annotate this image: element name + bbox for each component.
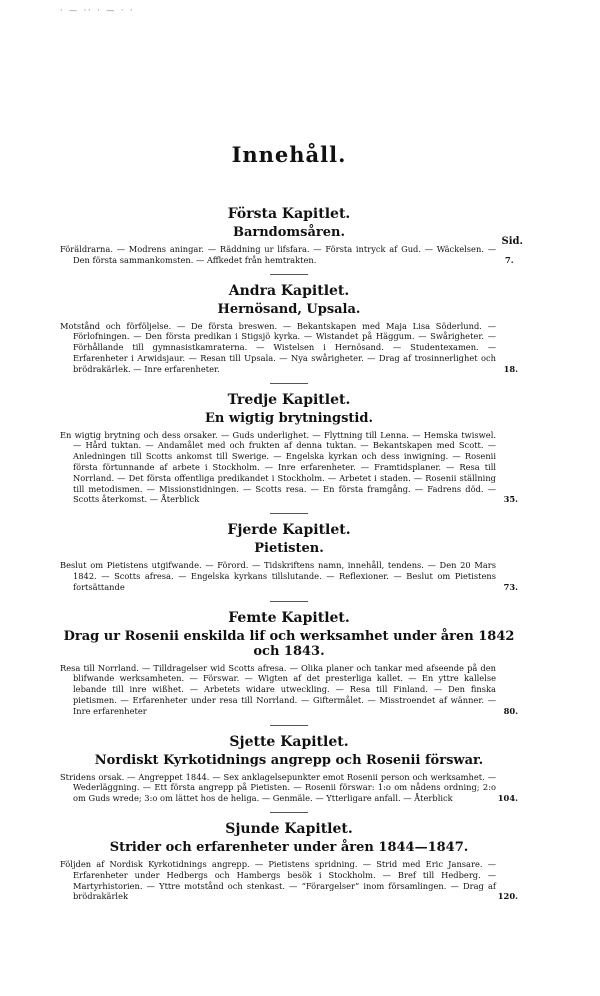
chapter-entry (60, 610, 518, 717)
chapter-subtitle: Nordiskt Kyrkotidnings angrepp och Rosenii förswar. (94, 752, 484, 768)
chapter-description-text: Stridens orsak. — Angreppet 1844. — Sex anklagelsepunkter emot Rosenii person och werksamhet. — Wederläggning. — Ett första angrepp på Pietisten. — Rosenii förswar: 1:o om nådens ordning; 2:o om Guds wrede; 3:o om lättet hos de heliga. — Genmäle. — Ytterligare anfall. — Återblick (60, 771, 496, 804)
chapter-heading: Sjette Kapitlet. (229, 733, 349, 750)
page-title: Innehåll. (231, 142, 347, 167)
divider (270, 601, 308, 602)
chapter-description (60, 430, 518, 506)
chapter-subtitle: Pietisten. (254, 541, 324, 557)
chapter-page-number: 104. (497, 793, 518, 804)
divider (270, 274, 308, 275)
chapter-description (60, 772, 518, 804)
chapter-page-number: 80. (503, 705, 518, 716)
chapter-entry (60, 522, 518, 592)
chapter-description: Föräldrarna. — Modrens aningar. — Räddning ur lifsfara. — Första intryck af Gud. — Wäckelsen. — Den första sammankomsten. — Affkedet från hemtrakten. 7. (60, 244, 514, 265)
chapter-entry (60, 283, 518, 375)
chapter-subtitle: Hernösand, Upsala. (217, 301, 361, 317)
chapter-heading: Sjunde Kapitlet. (225, 820, 353, 837)
divider (270, 812, 308, 813)
chapter-entry (60, 821, 518, 902)
chapter-subtitle: Drag ur Rosenii enskilda lif och werksamhet under åren 1842 och 1843. (63, 628, 515, 659)
chapter-heading: Fjerde Kapitlet. (227, 522, 351, 539)
chapter-heading: Femte Kapitlet. (228, 609, 350, 626)
chapter-page-number: 73. (503, 581, 518, 592)
chapter-description-text: Resa till Norrland. — Tilldragelser wid Scotts afresa. — Olika planer och tankar med afseende på den blifwande werksamheten. — Förswar. — Wigten af det presterliga kallet. — En yttre kallelse lebande till inre wißhet. — Arbetets widare utweckling. — Resa till Finland. — Den finska pietismen. — Erfarenheter under resa till Norrland. — Giftermålet. — Misstroendet af wänner. — Inre erfarenheter (60, 662, 496, 716)
chapter-page-number: 120. (497, 891, 518, 902)
top-marks: · — ·· · — · · (60, 6, 135, 15)
page-column-label: Sid. (501, 236, 523, 247)
chapter-description-text: Beslut om Pietistens utgifwande. — Förord. — Tidskriftens namn, innehåll, tendens. — Den 20 Mars 1842. — Scotts afresa. — Engelska kyrkans tillslutande. — Reflexioner. — Beslut om Pietistens fortsättande (60, 560, 496, 592)
chapter-page-number: 35. (503, 494, 518, 505)
chapter-entry (60, 734, 518, 804)
chapter-heading: Andra Kapitlet. (228, 282, 350, 299)
chapter-description-text: En wigtig brytning och dess orsaker. — Guds underlighet. — Flyttning till Lenna. — Hemska twiswel. — Hård tuktan. — Andamålet med och frukten af denna tuktan. — Bekantskapen med Scott. — Anledningen till Scotts ankomst till Swerige. — Engelska kyrkan och dess inwigning. — Rosenii första förtunnande af arbete i Stockholm. — Inre erfarenheter. — Framtidsplaner. — Resa till Norrland. — Det första offentliga predikandet i Stockholm. — Arbetet i staden. — Rosenii ställning till metodismen. — Missionstidningen. — Scotts resa. — En första framgång. — Fadrens död. — Scotts återkomst. — Återblick (60, 429, 496, 505)
chapter-page-number: 18. (503, 363, 518, 374)
chapter-description-text: Följden af Nordisk Kyrkotidnings angrepp. — Pietistens spridning. — Strid med Eric Jansare. — Erfarenheter under Hedbergs och Hambergs besök i Stockholm. — Bref till Hedberg. — Martyrhistorien. — Yttre motstånd och stenkast. — “Förargelser” inom församlingen. — Drag af brödrakärlek (60, 858, 496, 902)
chapter-description (60, 321, 518, 375)
divider (270, 383, 308, 384)
divider (270, 725, 308, 726)
chapter-entry (60, 206, 518, 266)
chapter-entry (60, 392, 518, 506)
chapter-subtitle: Barndomsåren. (232, 225, 346, 240)
chapter-description-text: Motstånd och förföljelse. — De första breswen. — Bekantskapen med Maja Lisa Söderlund. — Förlofningen. — Den första predikan i Stigsjö kyrka. — Wistandet på Häggum. — Swårigheter. — Förhållande till gymnasistkamraterna. — Wistelsen i Hernösand. — Studentexamen. — Erfarenheter i Arwidsjaur. — Resan till Upsala. — Nya swårigheter. — Drag af trosinnerlighet och brödrakärlek. — Inre erfarenheter. (60, 320, 496, 374)
chapter-list (60, 206, 518, 902)
chapter-subtitle: Strider och erfarenheter under åren 1844—1847. (109, 839, 469, 855)
chapter-description-text: Föräldrarna. — Modrens aningar. — Räddning ur lifsfara. — Första intryck af Gud. — Wäckelsen. — Den första sammankomsten. — Affkedet från hemtrakten. (60, 244, 496, 265)
chapter-subtitle: En wigtig brytningstid. (205, 410, 373, 426)
divider (270, 513, 308, 514)
chapter-heading: Första Kapitlet. (227, 206, 351, 222)
chapter-description (60, 859, 518, 902)
chapter-description (60, 663, 518, 717)
chapter-description (60, 560, 518, 592)
chapter-heading: Tredje Kapitlet. (227, 391, 351, 408)
